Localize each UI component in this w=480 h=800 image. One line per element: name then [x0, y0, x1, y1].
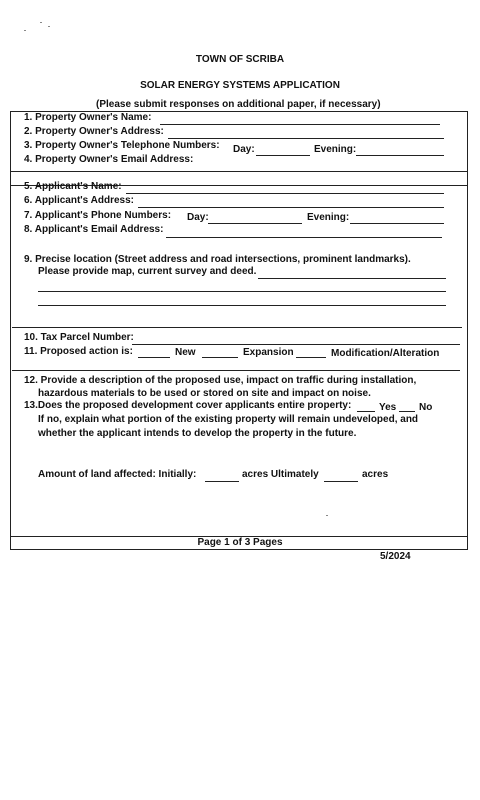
land-ultimate-field[interactable] [324, 481, 358, 482]
tax-parcel-field[interactable] [132, 344, 460, 345]
scan-speck [48, 26, 50, 27]
owner-email-label: 4. Property Owner's Email Address: [24, 154, 194, 165]
scan-speck [326, 515, 328, 516]
applicant-phone-evening-label: Evening: [307, 212, 350, 223]
revision-date: 5/2024 [380, 551, 411, 562]
form-note: (Please submit responses on additional paper, if necessary) [96, 99, 381, 110]
owner-phone-day-field[interactable] [256, 155, 310, 156]
box-bottom [10, 549, 468, 550]
owner-phone-label: 3. Property Owner's Telephone Numbers: [24, 140, 220, 151]
location-label-line1: 9. Precise location (Street address and road intersections, prominent landmarks). [24, 254, 411, 265]
proposed-action-label: 11. Proposed action is: [24, 346, 133, 357]
owner-phone-day-label: Day: [233, 144, 255, 155]
applicant-email-label: 8. Applicant's Email Address: [24, 224, 164, 235]
land-acres-ultimately-label: acres Ultimately [242, 469, 319, 480]
owner-address-label: 2. Property Owner's Address: [24, 126, 164, 137]
owner-phone-evening-label: Evening: [314, 144, 357, 155]
description-label-line2: hazardous materials to be used or stored on site and impact on noise. [38, 388, 371, 399]
scan-speck [40, 22, 42, 23]
action-expansion-blank[interactable] [202, 357, 238, 358]
applicant-name-label: 5. Applicant's Name: [24, 181, 122, 192]
applicant-address-label: 6. Applicant's Address: [24, 195, 134, 206]
coverage-no-label: No [419, 402, 433, 413]
coverage-explain-line1: If no, explain what portion of the existing property will remain undeveloped, and [38, 414, 419, 425]
owner-name-label: 1. Property Owner's Name: [24, 112, 152, 123]
coverage-yes-label: Yes [379, 402, 397, 413]
tax-parcel-label: 10. Tax Parcel Number: [24, 332, 134, 343]
page-number: Page 1 of 3 Pages [197, 537, 283, 548]
action-new-label: New [175, 347, 196, 358]
location-field-line1[interactable] [258, 278, 446, 279]
action-new-blank[interactable] [138, 357, 170, 358]
section-separator-1 [10, 171, 468, 172]
owner-name-field[interactable] [160, 124, 440, 125]
applicant-name-field[interactable] [126, 193, 444, 194]
applicant-phone-day-field[interactable] [208, 223, 302, 224]
coverage-no-blank[interactable] [399, 411, 415, 412]
description-label-line1: 12. Provide a description of the proposed use, impact on traffic during installation, [24, 375, 417, 386]
owner-phone-evening-field[interactable] [356, 155, 444, 156]
land-initial-field[interactable] [205, 481, 239, 482]
action-expansion-label: Expansion [243, 347, 294, 358]
form-title: SOLAR ENERGY SYSTEMS APPLICATION [140, 80, 340, 91]
scan-speck [24, 30, 26, 31]
applicant-phone-evening-field[interactable] [350, 223, 444, 224]
location-field-line3[interactable] [38, 305, 446, 306]
applicant-email-field[interactable] [166, 237, 442, 238]
action-modification-blank[interactable] [296, 357, 326, 358]
coverage-explain-line2: whether the applicant intends to develop the property in the future. [38, 428, 357, 439]
applicant-address-field[interactable] [138, 207, 444, 208]
section-separator-3 [12, 327, 462, 328]
land-affected-label: Amount of land affected: Initially: [38, 469, 197, 480]
action-modification-label: Modification/Alteration [331, 348, 440, 359]
land-acres-label: acres [362, 469, 389, 480]
applicant-phone-day-label: Day: [187, 212, 209, 223]
coverage-yes-blank[interactable] [357, 411, 375, 412]
applicant-phone-label: 7. Applicant's Phone Numbers: [24, 210, 172, 221]
section-separator-4 [12, 370, 460, 371]
location-field-line2[interactable] [38, 291, 446, 292]
location-label-line2: Please provide map, current survey and deed. [38, 266, 257, 277]
town-name: TOWN OF SCRIBA [195, 54, 285, 65]
box-left [10, 111, 11, 549]
box-right [467, 111, 468, 549]
owner-address-field[interactable] [168, 138, 444, 139]
coverage-label: 13.Does the proposed development cover applicants entire property: [24, 400, 352, 411]
